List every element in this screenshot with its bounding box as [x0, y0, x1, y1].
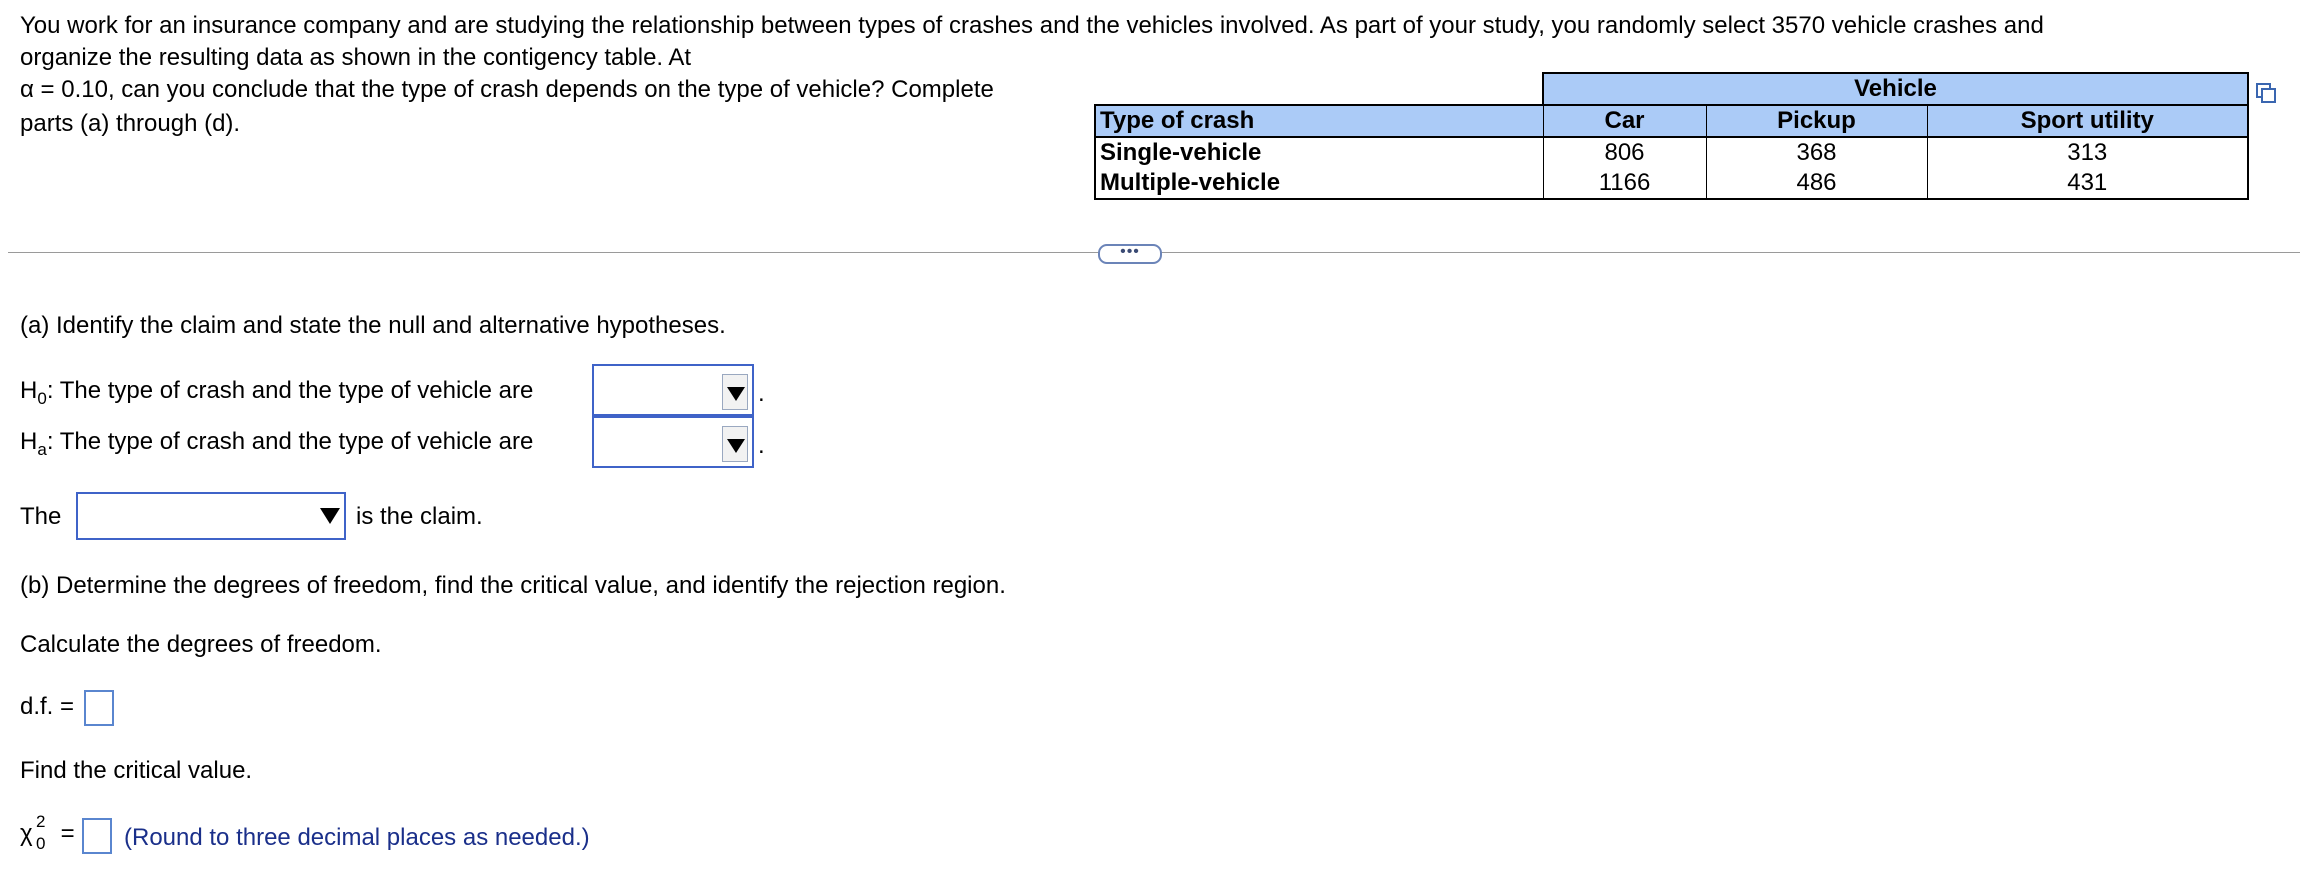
chevron-down-icon[interactable] [318, 502, 340, 530]
h0-statement [20, 375, 533, 415]
claim-prefix: The [20, 503, 62, 530]
round-hint: (Round to three decimal places as needed.) [124, 824, 590, 851]
more-options-button[interactable]: ••• [1098, 244, 1162, 264]
table-cell: 1166 [1543, 168, 1706, 199]
row-label: Multiple-vehicle [1095, 168, 1543, 199]
chevron-down-icon[interactable] [722, 374, 748, 410]
claim-dropdown[interactable] [76, 492, 346, 540]
critical-value-input[interactable] [82, 818, 112, 854]
h0-symbol: H [20, 377, 38, 404]
h0-text: : The type of crash and the type of vehicle are [46, 377, 534, 404]
ha-text: : The type of crash and the type of vehicle are [46, 428, 534, 455]
ha-period: . [758, 432, 765, 459]
chi-superscript: 2 [36, 812, 46, 831]
ha-statement [20, 426, 533, 466]
intro-line-1: You work for an insurance company and are studying the relationship between types of crashes and the vehicles involved. As part of your study, you randomly select 3570 vehicle crashes and [20, 12, 2044, 39]
col-header-pickup: Pickup [1706, 105, 1927, 137]
ha-symbol: H [20, 428, 38, 455]
intro-line-2: organize the resulting data as shown in the contigency table. At [20, 44, 692, 71]
claim-suffix: is the claim. [356, 503, 483, 530]
table-cell: 368 [1706, 137, 1927, 168]
table-cell: 486 [1706, 168, 1927, 199]
df-prompt: Calculate the degrees of freedom. [20, 631, 382, 658]
df-input[interactable] [84, 690, 114, 726]
h0-subscript: 0 [37, 388, 47, 408]
chevron-down-icon[interactable] [722, 426, 748, 462]
vehicle-group-header: Vehicle [1543, 73, 2248, 105]
row-label: Single-vehicle [1095, 137, 1543, 168]
col-header-car: Car [1543, 105, 1706, 137]
cv-prompt: Find the critical value. [20, 757, 253, 784]
col-header-sport-utility: Sport utility [1927, 105, 2248, 137]
table-row [1095, 168, 2248, 199]
part-a-heading: (a) Identify the claim and state the null and alternative hypotheses. [20, 312, 726, 339]
critical-value-label [20, 812, 75, 853]
intro-line-3: α = 0.10, can you conclude that the type of crash depends on the type of vehicle? Complete [20, 76, 994, 103]
equals-sign: = [60, 820, 75, 847]
row-header: Type of crash [1095, 105, 1543, 137]
ha-subscript: a [37, 439, 47, 459]
df-label: d.f. = [20, 693, 75, 720]
h0-dropdown[interactable] [592, 364, 754, 416]
table-cell: 313 [1927, 137, 2248, 168]
copy-data-icon[interactable] [2255, 82, 2277, 104]
chi-symbol: χ [20, 820, 33, 847]
table-cell: 431 [1927, 168, 2248, 199]
table-cell: 806 [1543, 137, 1706, 168]
part-b-heading: (b) Determine the degrees of freedom, find the critical value, and identify the rejection region. [20, 572, 1006, 599]
ha-dropdown[interactable] [592, 416, 754, 468]
chi-subscript: 0 [36, 834, 46, 853]
contingency-table [1094, 72, 2249, 200]
table-row [1095, 137, 2248, 168]
intro-line-4: parts (a) through (d). [20, 110, 241, 137]
h0-period: . [758, 380, 765, 407]
